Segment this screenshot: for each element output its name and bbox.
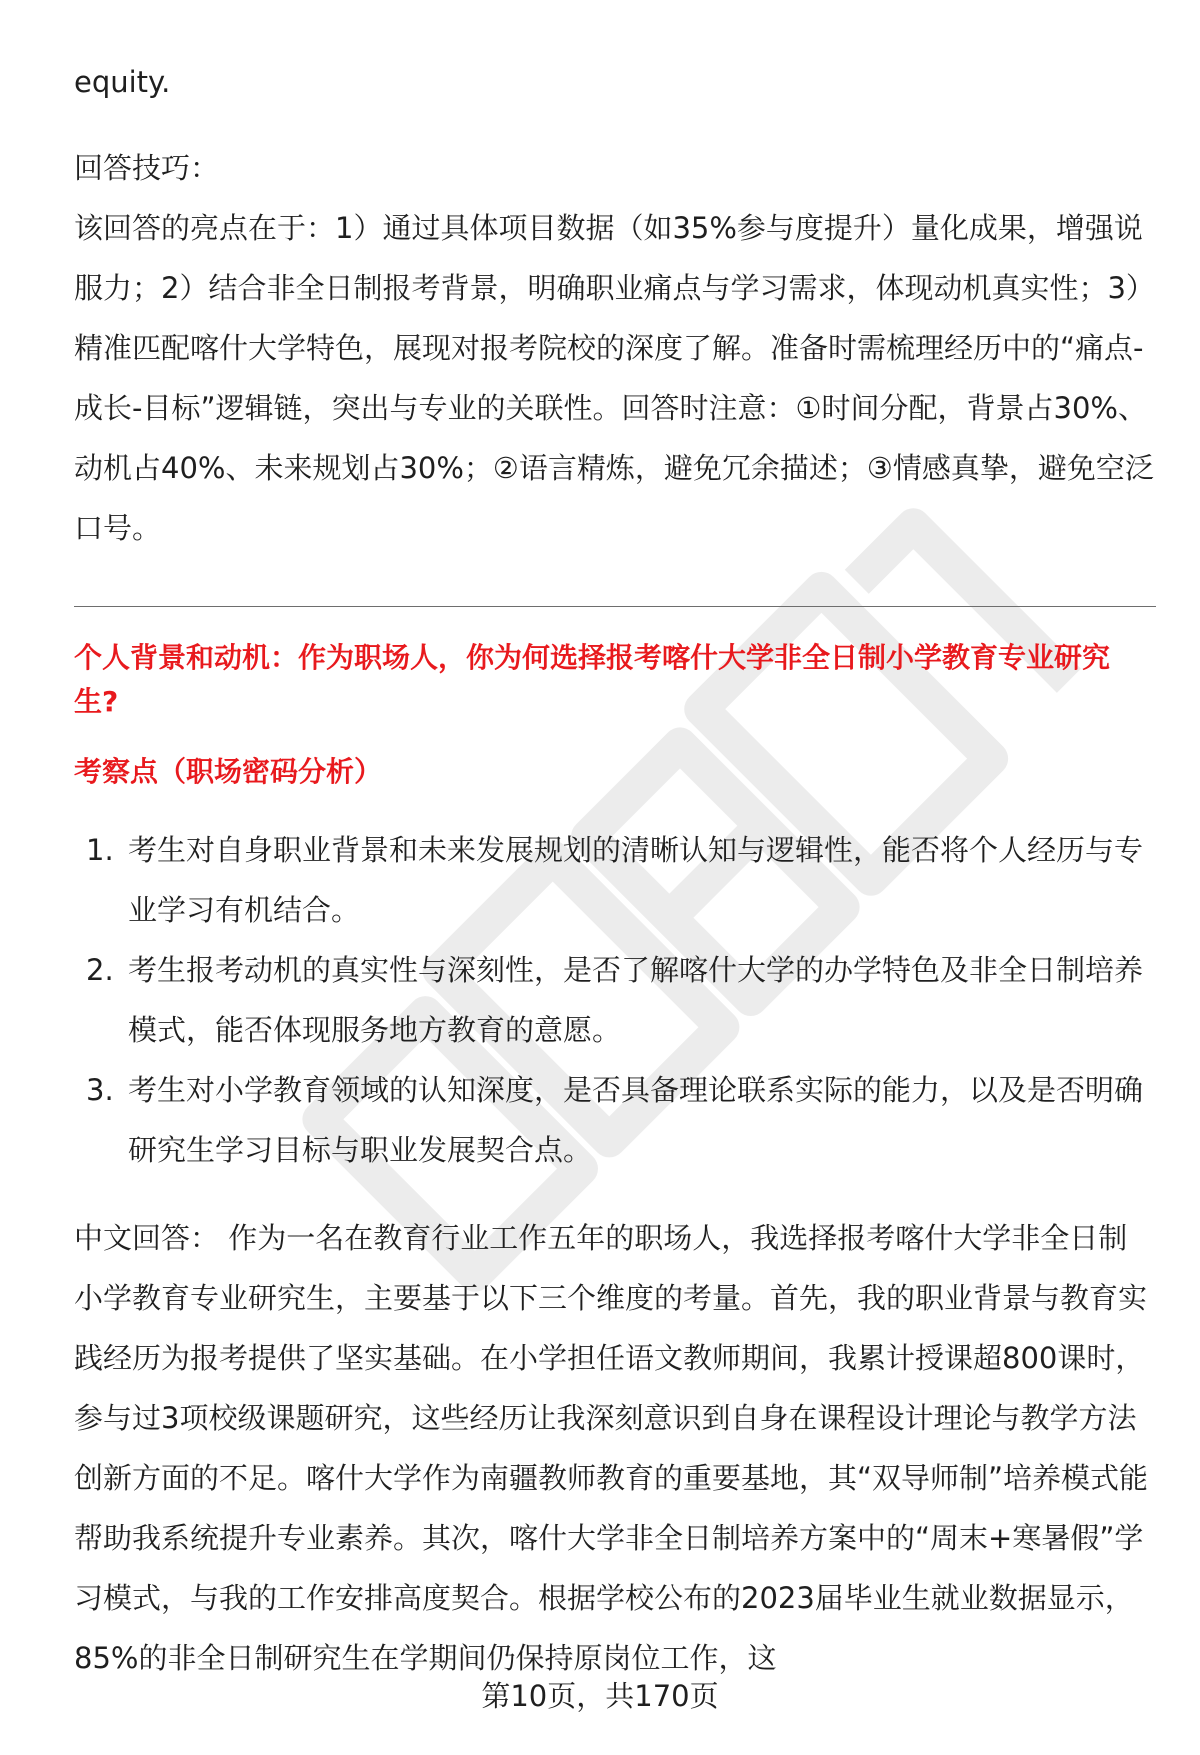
list-item <box>74 940 1156 1060</box>
section-divider <box>74 606 1156 607</box>
question-title: 个人背景和动机：作为职场人，你为何选择报考喀什大学非全日制小学教育专业研究生? <box>74 641 1111 718</box>
assessment-subtitle: 考察点（职场密码分析） <box>74 755 383 788</box>
tip-paragraph: 该回答的亮点在于：1）通过具体项目数据（如35%参与度提升）量化成果，增强说服力；2）结合非全日制报考背景，明确职业痛点与学习需求，体现动机真实性；3）精准匹配喀什大学特色，展现对报考院校的深度了解。准备时需梳理经历中的“痛点-成长-目标”逻辑链，突出与专业的关联性。回答时注意：①时间分配，背景占30%、动机占40%、未来规划占30%；②语言精炼，避免冗余描述；③情感真挚，避免空泛口号。 <box>74 211 1154 545</box>
top-section <box>74 52 1154 558</box>
list-item-number: 1. <box>86 833 114 867</box>
tip-label: 回答技巧： <box>74 151 220 185</box>
continuation-text: equity. <box>74 65 171 99</box>
list-item <box>74 820 1156 940</box>
list-item-text: 考生报考动机的真实性与深刻性，是否了解喀什大学的办学特色及非全日制培养模式，能否体现服务地方教育的意愿。 <box>128 953 1144 1047</box>
answer-paragraph: 中文回答： 作为一名在教育行业工作五年的职场人，我选择报考喀什大学非全日制小学教育专业研究生，主要基于以下三个维度的考量。首先，我的职业背景与教育实践经历为报考提供了坚实基础。在小学担任语文教师期间，我累计授课超800课时，参与过3项校级课题研究，这些经历让我深刻意识到自身在课程设计理论与教学方法创新方面的不足。喀什大学作为南疆教师教育的重要基地，其“双导师制”培养模式能帮助我系统提升专业素养。其次，喀什大学非全日制培养方案中的“周末+寒暑假”学习模式，与我的工作安排高度契合。根据学校公布的2023届毕业生就业数据显示，85%的非全日制研究生在学期间仍保持原岗位工作，这 <box>74 1221 1149 1675</box>
page-number: 第10页，共170页 <box>481 1679 719 1713</box>
list-item-number: 3. <box>86 1073 114 1107</box>
list-item-text: 考生对小学教育领域的认知深度，是否具备理论联系实际的能力，以及是否明确研究生学习目标与职业发展契合点。 <box>128 1073 1144 1167</box>
list-item <box>74 1060 1156 1180</box>
list-item-number: 2. <box>86 953 114 987</box>
list-item-text: 考生对自身职业背景和未来发展规划的清晰认知与逻辑性，能否将个人经历与专业学习有机结合。 <box>128 833 1144 927</box>
assessment-points-list <box>74 820 1156 1180</box>
